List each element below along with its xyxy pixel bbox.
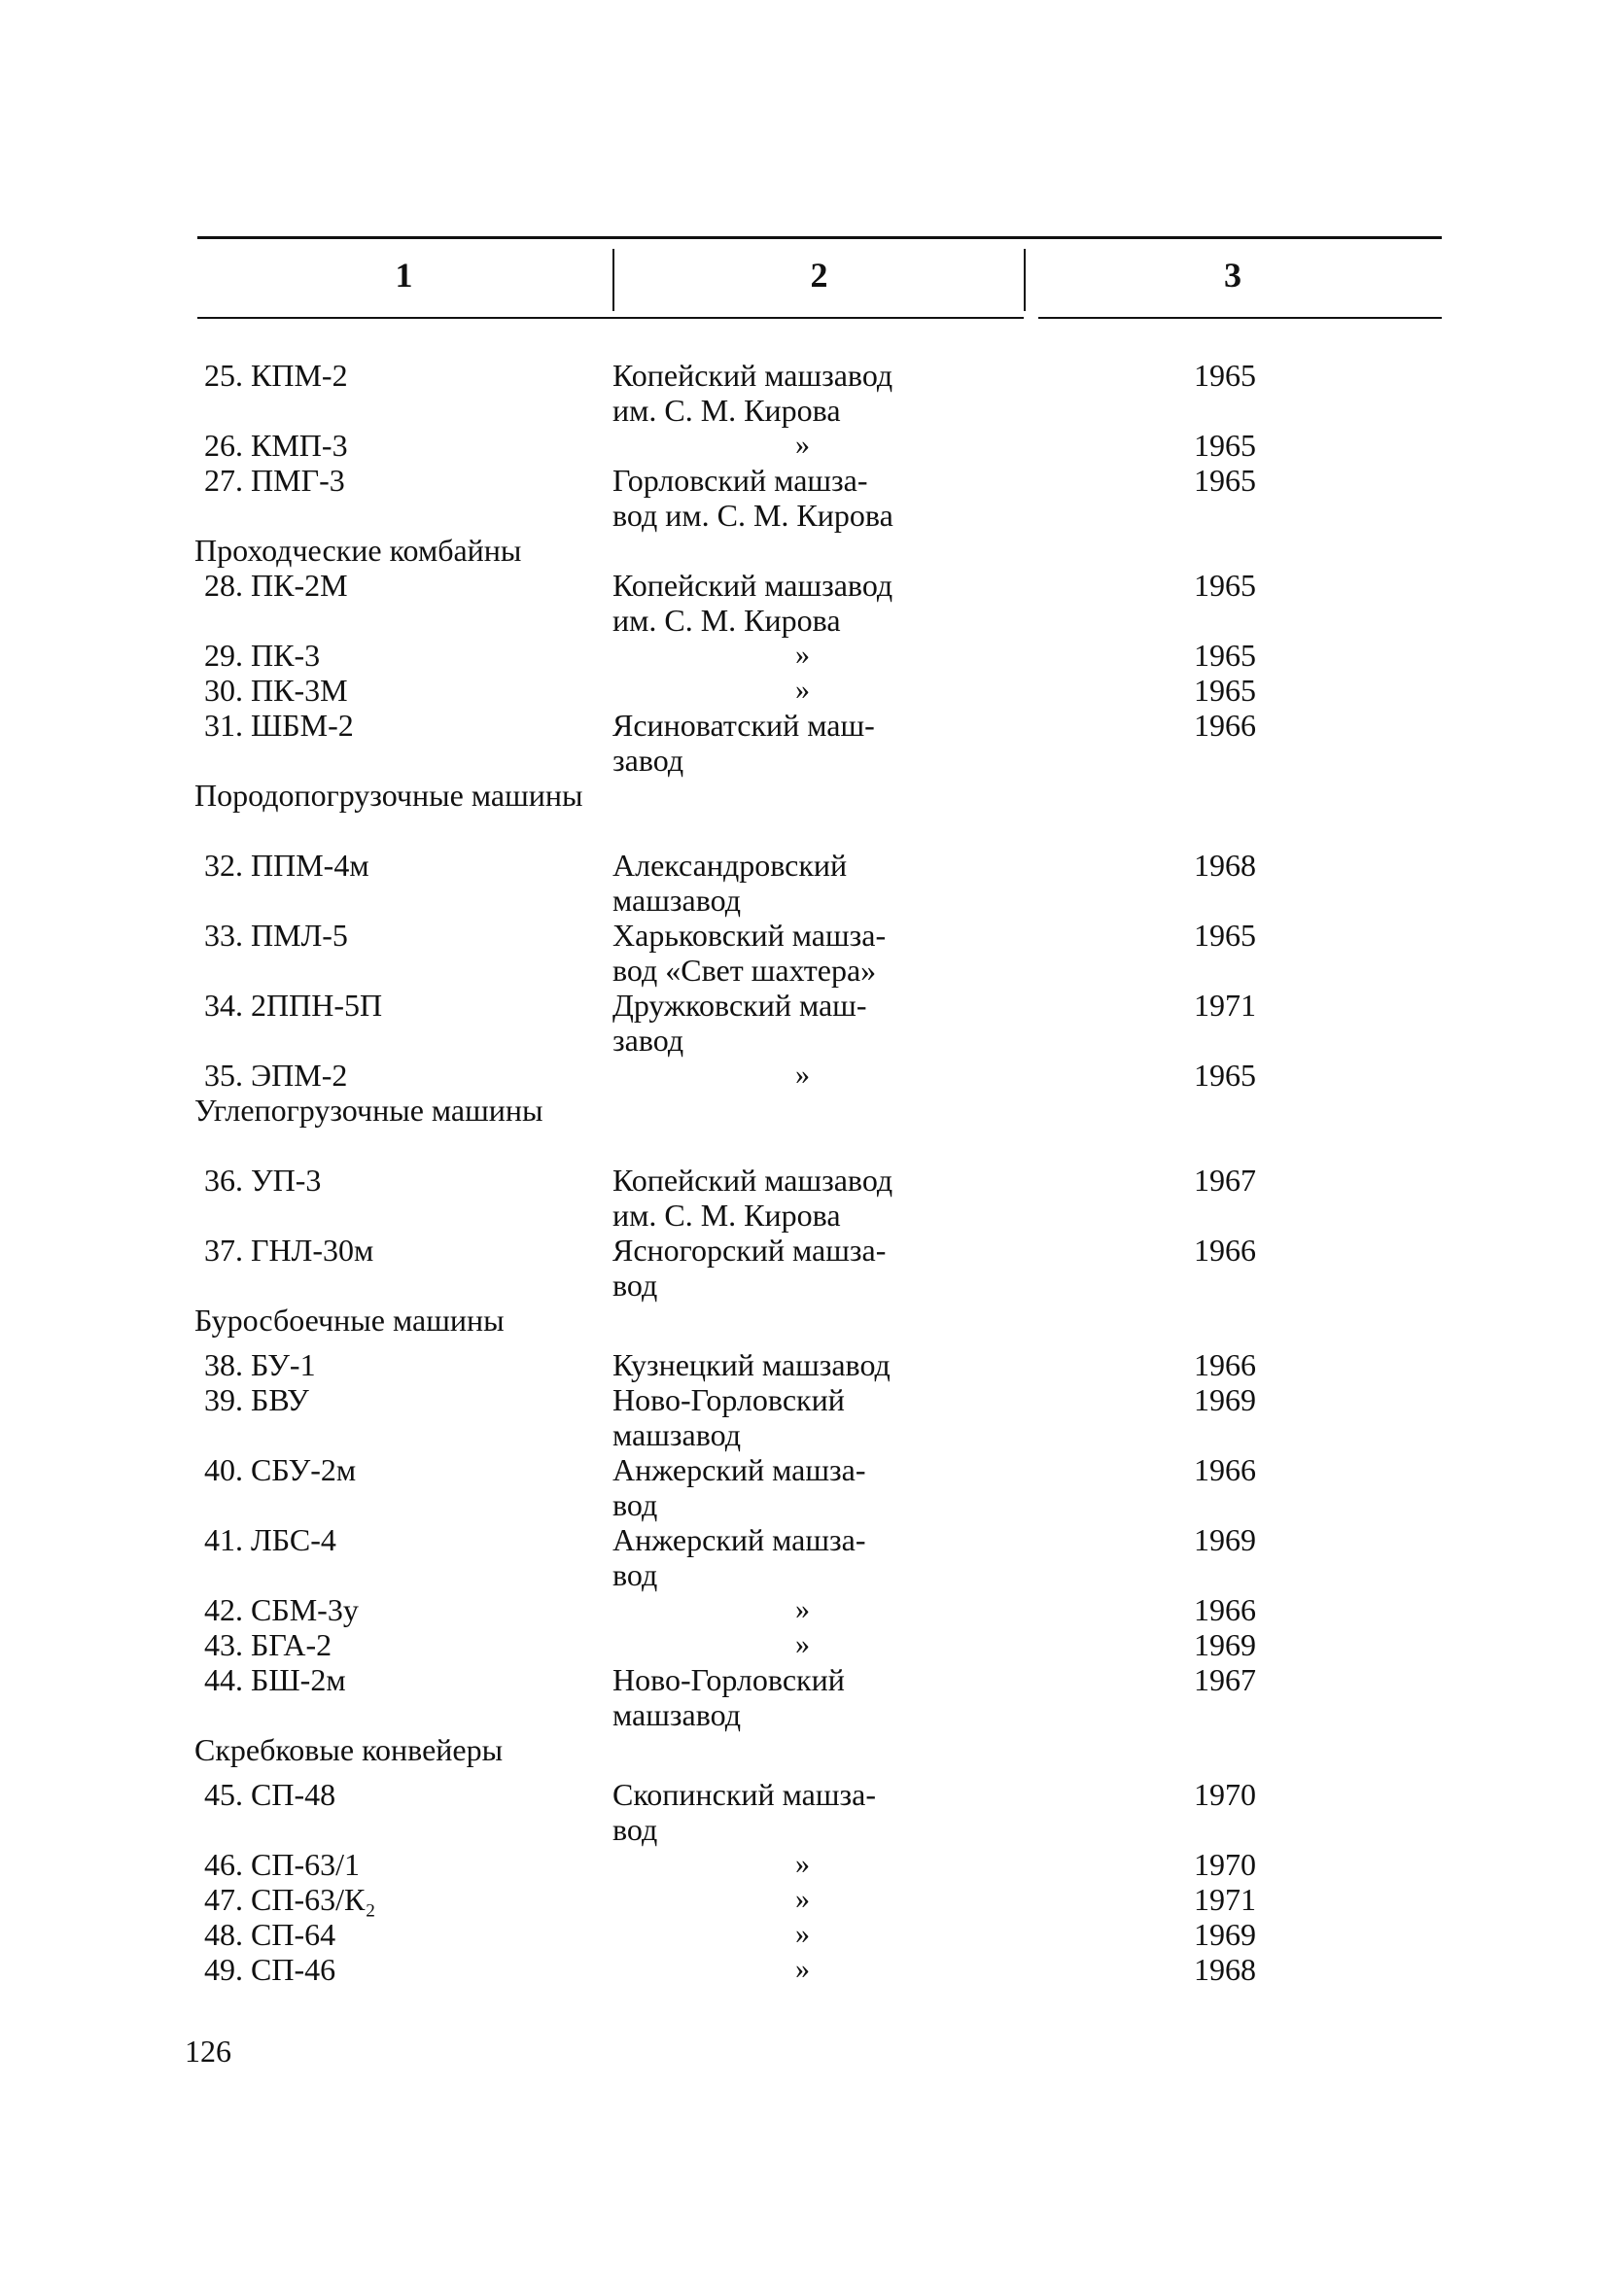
row-model <box>204 1452 356 1487</box>
row-number: 30. <box>204 673 243 708</box>
manufacturer-line: Копейский машзавод <box>612 568 893 603</box>
manufacturer-line: завод <box>612 1023 684 1058</box>
section-heading: Породопогрузочные машины <box>194 778 583 813</box>
row-number: 33. <box>204 918 243 953</box>
year: 1965 <box>1194 463 1256 498</box>
row-model <box>204 568 348 603</box>
model-name: СП-46 <box>251 1952 336 1987</box>
row-model <box>204 1777 335 1812</box>
year: 1966 <box>1194 1233 1256 1268</box>
ditto-mark: » <box>795 1848 810 1880</box>
year: 1965 <box>1194 428 1256 463</box>
row-number: 32. <box>204 848 243 883</box>
manufacturer-line: вод <box>612 1812 658 1847</box>
year: 1969 <box>1194 1627 1256 1662</box>
table-top-rule <box>197 236 1442 239</box>
row-number: 29. <box>204 638 243 673</box>
row-number: 38. <box>204 1347 243 1382</box>
manufacturer-line: вод <box>612 1268 658 1303</box>
model-name: СП-63/1 <box>251 1847 360 1882</box>
model-name: ППМ-4м <box>251 848 369 883</box>
year: 1966 <box>1194 1347 1256 1382</box>
year: 1965 <box>1194 568 1256 603</box>
year: 1970 <box>1194 1847 1256 1882</box>
ditto-mark: » <box>795 1593 810 1625</box>
year: 1969 <box>1194 1522 1256 1557</box>
manufacturer-line: Анжерский машза- <box>612 1522 866 1557</box>
row-number: 28. <box>204 568 243 603</box>
model-name: БВУ <box>251 1382 309 1417</box>
row-number: 40. <box>204 1452 243 1487</box>
ditto-mark: » <box>795 639 810 671</box>
model-name: ШБМ-2 <box>251 708 354 743</box>
model-name: БШ-2м <box>251 1662 346 1697</box>
row-number: 41. <box>204 1522 243 1557</box>
year: 1971 <box>1194 988 1256 1023</box>
model-name: ПМЛ-5 <box>251 918 348 953</box>
year: 1965 <box>1194 673 1256 708</box>
row-number: 45. <box>204 1777 243 1812</box>
row-number: 25. <box>204 358 243 393</box>
row-model <box>204 463 345 498</box>
manufacturer-line: Копейский машзавод <box>612 1163 893 1198</box>
model-name: БГА-2 <box>251 1627 332 1662</box>
year: 1970 <box>1194 1777 1256 1812</box>
manufacturer-line: завод <box>612 743 684 778</box>
row-number: 26. <box>204 428 243 463</box>
header-bottom-rule <box>1038 317 1442 319</box>
year: 1965 <box>1194 638 1256 673</box>
section-heading: Скребковые конвейеры <box>194 1732 504 1767</box>
ditto-mark: » <box>795 674 810 706</box>
row-model <box>204 1058 347 1093</box>
page-number: 126 <box>185 2034 231 2069</box>
row-model <box>204 1662 346 1697</box>
column-header-1: 1 <box>395 256 413 295</box>
year: 1966 <box>1194 1452 1256 1487</box>
row-model <box>204 1592 359 1627</box>
header-bottom-rule <box>197 317 611 319</box>
model-name: КПМ-2 <box>251 358 348 393</box>
year: 1967 <box>1194 1163 1256 1198</box>
year: 1968 <box>1194 1952 1256 1987</box>
manufacturer-line: вод им. С. М. Кирова <box>612 498 893 533</box>
model-name: СБМ-3у <box>251 1592 359 1627</box>
row-model <box>204 1522 336 1557</box>
year: 1968 <box>1194 848 1256 883</box>
manufacturer-line: Александровский <box>612 848 848 883</box>
row-number: 43. <box>204 1627 243 1662</box>
ditto-mark: » <box>795 429 810 461</box>
row-model <box>204 1233 373 1268</box>
row-number: 46. <box>204 1847 243 1882</box>
row-model <box>204 1347 316 1382</box>
row-model <box>204 918 348 953</box>
manufacturer-line: Кузнецкий машзавод <box>612 1347 891 1382</box>
section-heading: Проходческие комбайны <box>194 533 522 568</box>
row-number: 44. <box>204 1662 243 1697</box>
row-number: 31. <box>204 708 243 743</box>
manufacturer-line: Горловский машза- <box>612 463 868 498</box>
row-number: 39. <box>204 1382 243 1417</box>
year: 1969 <box>1194 1917 1256 1952</box>
model-name: ПК-3 <box>251 638 321 673</box>
ditto-mark: » <box>795 1059 810 1091</box>
ditto-mark: » <box>795 1628 810 1660</box>
year: 1965 <box>1194 1058 1256 1093</box>
row-number: 47. <box>204 1882 243 1917</box>
row-model <box>204 1847 360 1882</box>
year: 1965 <box>1194 358 1256 393</box>
model-name: БУ-1 <box>251 1347 316 1382</box>
column-header-2: 2 <box>810 256 828 295</box>
manufacturer-line: вод «Свет шахтера» <box>612 953 877 988</box>
manufacturer-line: Дружковский маш- <box>612 988 867 1023</box>
row-number: 49. <box>204 1952 243 1987</box>
row-model <box>204 1382 309 1417</box>
manufacturer-line: им. С. М. Кирова <box>612 603 841 638</box>
row-model <box>204 358 348 393</box>
row-model <box>204 1952 335 1987</box>
model-name: 2ППН-5П <box>251 988 383 1023</box>
row-number: 36. <box>204 1163 243 1198</box>
manufacturer-line: Ново-Горловский <box>612 1382 845 1417</box>
row-model <box>204 638 320 673</box>
manufacturer-line: Ново-Горловский <box>612 1662 845 1697</box>
manufacturer-line: машзавод <box>612 1417 741 1452</box>
year: 1971 <box>1194 1882 1256 1917</box>
row-number: 27. <box>204 463 243 498</box>
model-name: СП-63/К₂ <box>251 1882 376 1917</box>
model-name: СП-48 <box>251 1777 336 1812</box>
manufacturer-line: им. С. М. Кирова <box>612 1198 841 1233</box>
manufacturer-line: Анжерский машза- <box>612 1452 866 1487</box>
section-heading: Углепогрузочные машины <box>194 1093 543 1128</box>
row-model <box>204 673 348 708</box>
model-name: ПК-2М <box>251 568 348 603</box>
year: 1969 <box>1194 1382 1256 1417</box>
model-name: СП-64 <box>251 1917 336 1952</box>
section-heading: Буросбоечные машины <box>194 1303 505 1338</box>
row-model <box>204 1917 335 1952</box>
year: 1966 <box>1194 1592 1256 1627</box>
manufacturer-line: им. С. М. Кирова <box>612 393 841 428</box>
model-name: ЭПМ-2 <box>251 1058 348 1093</box>
ditto-mark: » <box>795 1953 810 1985</box>
manufacturer-line: Ясиноватский маш- <box>612 708 875 743</box>
row-number: 34. <box>204 988 243 1023</box>
model-name: УП-3 <box>251 1163 322 1198</box>
manufacturer-line: Харьковский машза- <box>612 918 887 953</box>
year: 1966 <box>1194 708 1256 743</box>
manufacturer-line: Ясногорский машза- <box>612 1233 887 1268</box>
manufacturer-line: машзавод <box>612 883 741 918</box>
row-model <box>204 1163 321 1198</box>
row-model <box>204 1627 332 1662</box>
ditto-mark: » <box>795 1918 810 1950</box>
row-number: 42. <box>204 1592 243 1627</box>
model-name: ГНЛ-30м <box>251 1233 374 1268</box>
model-name: ПМГ-3 <box>251 463 345 498</box>
ditto-mark: » <box>795 1883 810 1915</box>
header-bottom-rule <box>611 317 1024 319</box>
row-model <box>204 1882 376 1917</box>
year: 1965 <box>1194 918 1256 953</box>
row-number: 48. <box>204 1917 243 1952</box>
row-number: 35. <box>204 1058 243 1093</box>
manufacturer-line: машзавод <box>612 1697 741 1732</box>
column-header-3: 3 <box>1224 256 1241 295</box>
row-model <box>204 988 382 1023</box>
manufacturer-line: Копейский машзавод <box>612 358 893 393</box>
row-model <box>204 708 354 743</box>
manufacturer-line: вод <box>612 1487 658 1522</box>
row-model <box>204 848 369 883</box>
model-name: КМП-3 <box>251 428 348 463</box>
model-name: ЛБС-4 <box>251 1522 336 1557</box>
row-number: 37. <box>204 1233 243 1268</box>
model-name: СБУ-2м <box>251 1452 357 1487</box>
model-name: ПК-3М <box>251 673 348 708</box>
row-model <box>204 428 348 463</box>
manufacturer-line: Скопинский машза- <box>612 1777 877 1812</box>
manufacturer-line: вод <box>612 1557 658 1592</box>
year: 1967 <box>1194 1662 1256 1697</box>
